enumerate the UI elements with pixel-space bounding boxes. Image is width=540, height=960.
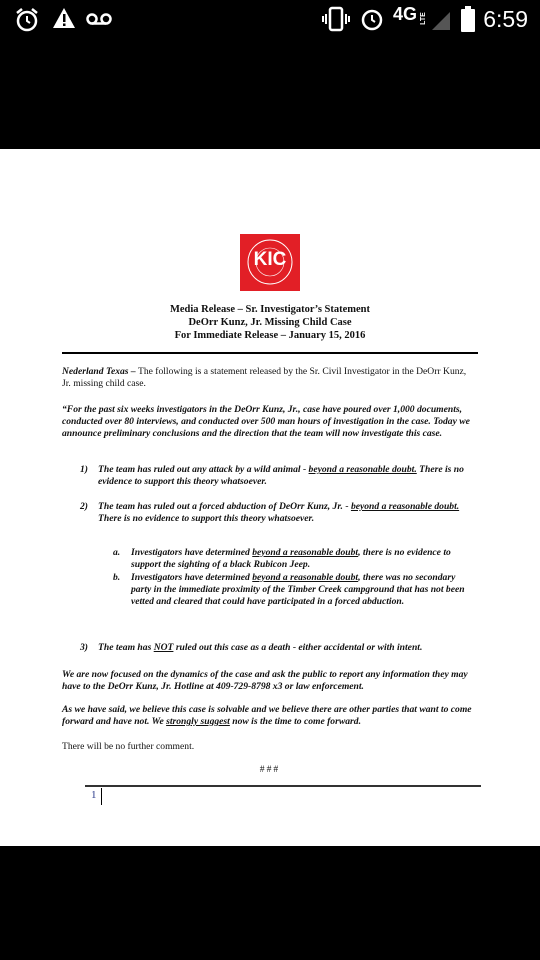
signal-icon — [430, 10, 450, 30]
sub-b-underline: beyond a reasonable doubt — [252, 572, 359, 583]
clock: 6:59 — [483, 6, 528, 32]
item-2-number: 2) — [80, 501, 88, 512]
warning-icon — [52, 7, 76, 29]
voicemail-icon — [86, 12, 112, 26]
sub-b-number: b. — [113, 572, 121, 583]
vibrate-icon — [322, 6, 350, 32]
item-2-text-b: There is no evidence to support this theory whatsoever. — [98, 513, 315, 524]
kic-logo — [240, 234, 300, 291]
sub-a-text-b: , there is no evidence to support the sighting of a black Rubicon Jeep. — [131, 547, 451, 570]
page-number: 1 — [91, 789, 97, 801]
network-sub-label: LTE — [419, 12, 427, 25]
item-3-text-b: ruled out this case as a death - either accidental or with intent. — [173, 642, 423, 653]
header-line-1: Media Release – Sr. Investigator’s Statement — [169, 304, 371, 315]
footer-divider — [85, 785, 481, 787]
battery-icon — [461, 6, 475, 32]
sub-b-text-a: Investigators have determined — [131, 572, 253, 583]
end-mark: ### — [259, 764, 281, 775]
solvable-underline: strongly suggest — [166, 716, 230, 727]
sub-b-text-b: , there was no secondary party in the immediate proximity of the Timber Creek campground that has not been vetted and cleared that could have participated in a forced abduction. — [131, 572, 465, 607]
item-1-text — [98, 464, 480, 488]
sub-a-text — [131, 547, 476, 571]
logo-text: KIC — [253, 249, 287, 270]
intro-location: Nederland Texas – — [62, 366, 136, 377]
quote-paragraph: “For the past six weeks investigators in the DeOrr Kunz, Jr., case have poured over 1,000 documents, conducted over 80 interviews, and conducted over 500 man hours of investigation in the case. Today we announce preliminary conclusions and the direction that the team will now investigate this case. — [62, 404, 470, 439]
alarm-icon — [14, 7, 40, 33]
solvable-paragraph — [62, 704, 482, 728]
item-1-text-a: The team has ruled out any attack by a wild animal - — [98, 464, 309, 475]
item-1-underline: beyond a reasonable doubt. — [308, 464, 417, 475]
focus-paragraph: We are now focused on the dynamics of the case and ask the public to report any information they may have to the DeOrr Kunz, Jr. Hotline at 409-729-8798 x3 or law enforcement. — [62, 669, 468, 692]
sub-a-underline: beyond a reasonable doubt — [252, 547, 359, 558]
intro-text: The following is a statement released by the Sr. Civil Investigator in the DeOrr Kunz, Jr. missing child case. — [62, 366, 467, 389]
item-3-text-a: The team has — [98, 642, 154, 653]
status-bar — [0, 0, 540, 40]
solvable-text-b: now is the time to come forward. — [229, 716, 361, 727]
intro-paragraph — [62, 366, 472, 390]
sub-a-number: a. — [113, 547, 121, 558]
document-page[interactable] — [0, 149, 540, 846]
sub-a-text-a: Investigators have determined — [131, 547, 253, 558]
text-cursor — [101, 788, 102, 805]
item-2-underline: beyond a reasonable doubt. — [350, 501, 460, 512]
item-3-text — [98, 642, 480, 654]
header-line-2: DeOrr Kunz, Jr. Missing Child Case — [188, 317, 352, 328]
header-line-3: For Immediate Release – January 15, 2016 — [174, 330, 366, 341]
alarm-clock-icon — [360, 7, 384, 31]
item-1-number: 1) — [80, 464, 88, 475]
solvable-text-a: As we have said, we believe this case is solvable and we believe there are other parties that want to come forward and have not. We — [62, 704, 472, 727]
sub-b-text — [131, 572, 476, 608]
network-label: 4G — [393, 4, 418, 24]
network-type — [393, 4, 430, 25]
item-2-text-a: The team has ruled out a forced abduction of DeOrr Kunz, Jr. - — [98, 501, 351, 512]
item-1-text-b: There is no evidence to support this theory whatsoever. — [98, 464, 464, 487]
header-divider — [62, 352, 478, 354]
item-2-text — [98, 501, 473, 525]
closing-line: There will be no further comment. — [62, 741, 195, 752]
item-3-underline: NOT — [153, 642, 174, 653]
item-3-number: 3) — [80, 642, 88, 653]
